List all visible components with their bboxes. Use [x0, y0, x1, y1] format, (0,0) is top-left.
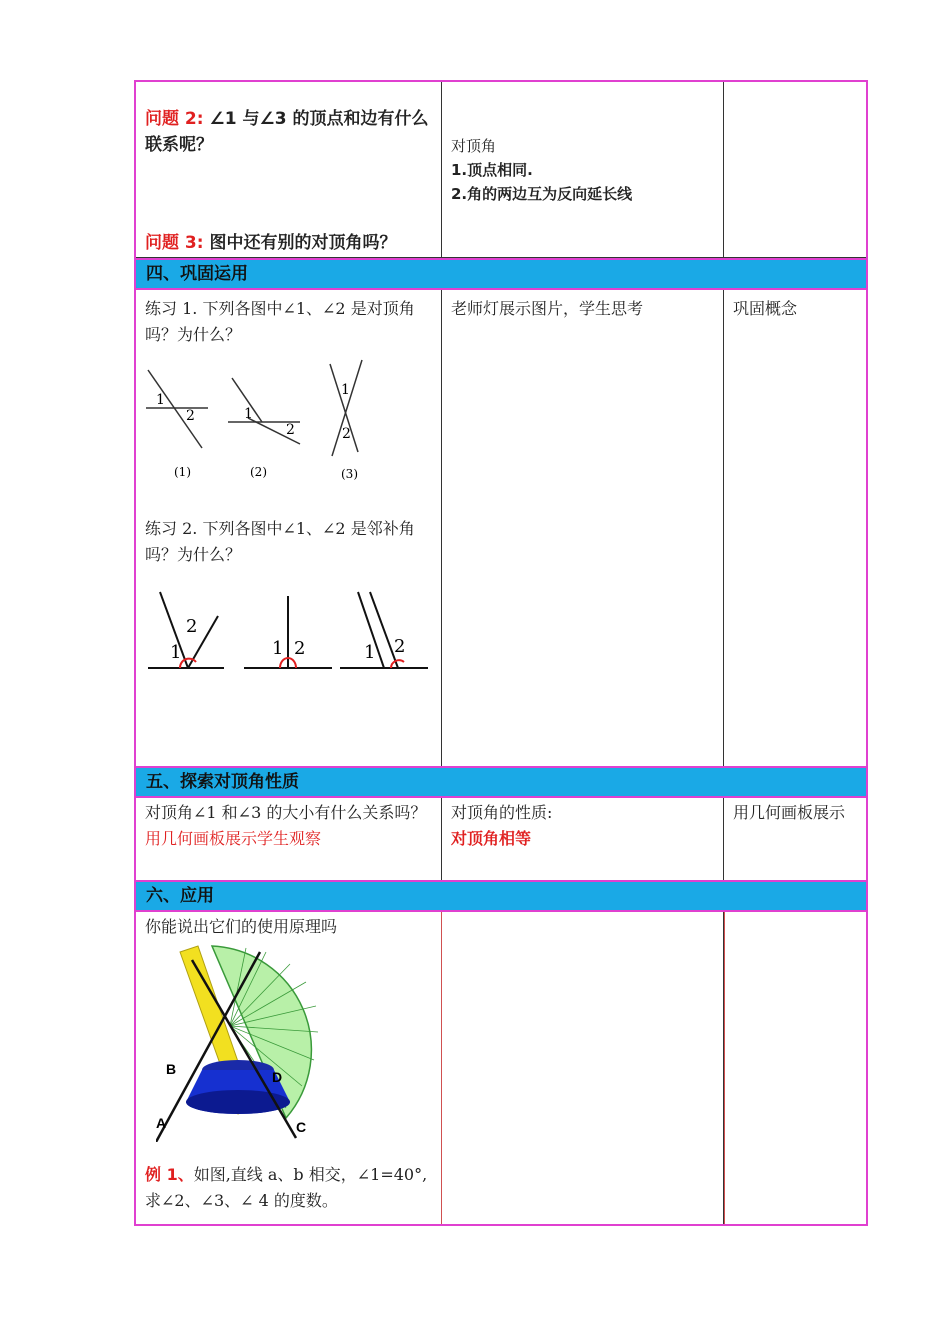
question-row [136, 82, 866, 258]
svg-text:2: 2 [342, 426, 351, 442]
question-3-label: 问题 3: [145, 233, 204, 253]
example-1-text: 如图,直线 a、b 相交，∠1=40°,求∠2、∠3、∠ 4 的度数。 [145, 1165, 428, 1210]
vertical-angle-figures [136, 352, 436, 482]
property-question: 对顶角∠1 和∠3 的大小有什么关系吗？ [145, 803, 427, 822]
svg-text:1: 1 [244, 406, 253, 422]
property-label: 对顶角的性质: [451, 803, 553, 822]
application-teacher-cell [442, 912, 724, 1224]
question-2-text: ∠1 与∠3 的顶点和边有什么联系呢？ [145, 109, 429, 155]
figure-2-label: (2) [250, 465, 267, 479]
supplementary-angle-figures [136, 586, 436, 696]
section-6-row [136, 912, 866, 1224]
question-cell [136, 82, 442, 257]
answer-cell [442, 82, 724, 257]
section-5-row [136, 798, 866, 880]
figure-1 [146, 370, 208, 479]
figure-3 [330, 360, 362, 481]
svg-text:2: 2 [186, 616, 198, 637]
point-label-c: C [296, 1119, 307, 1135]
point-label-a: A [156, 1115, 167, 1131]
purpose-cell [724, 290, 866, 766]
application-notes-cell [724, 912, 866, 1224]
example-1-label: 例 1、 [145, 1165, 194, 1184]
answer-line-1: 1.顶点相同. [451, 161, 533, 179]
svg-text:1: 1 [170, 642, 182, 663]
svg-text:1: 1 [341, 382, 350, 398]
purpose-text: 巩固概念 [733, 299, 798, 318]
property-question-red: 用几何画板展示学生观察 [145, 829, 322, 848]
protractor-illustration [156, 942, 356, 1142]
svg-text:1: 1 [272, 638, 284, 659]
section-6-header: 六、应用 [136, 880, 866, 912]
method-cell [724, 798, 866, 880]
figure-a [148, 592, 224, 668]
section-4-header: 四、巩固运用 [136, 258, 866, 290]
application-cell [136, 912, 442, 1224]
property-text: 对顶角相等 [451, 829, 532, 848]
point-label-b: B [166, 1061, 177, 1077]
application-question: 你能说出它们的使用原理吗 [145, 917, 338, 936]
example-1 [145, 1162, 432, 1214]
question-3-text: 图中还有别的对顶角吗？ [203, 233, 397, 253]
svg-text:2: 2 [186, 408, 195, 424]
figure-c [340, 592, 428, 668]
figure-b [244, 596, 332, 668]
answer-line-2: 2.角的两边互为反向延长线 [451, 185, 633, 203]
method-text: 用几何画板展示 [733, 803, 846, 822]
exercise-cell [136, 290, 442, 766]
question-2-label: 问题 2: [145, 109, 204, 129]
svg-text:2: 2 [294, 638, 306, 659]
answer-title: 对顶角 [451, 137, 497, 155]
section-5-header: 五、探索对顶角性质 [136, 766, 866, 798]
lesson-table [134, 80, 868, 1226]
svg-text:2: 2 [394, 636, 406, 657]
teacher-activity: 老师灯展示图片，学生思考 [451, 299, 644, 318]
point-label-d: D [272, 1069, 283, 1085]
figure-3-label: (3) [341, 467, 358, 481]
exercise-2-text: 练习 2. 下列各图中∠1、∠2 是邻补角吗？为什么？ [145, 519, 415, 564]
property-question-cell [136, 798, 442, 880]
figure-2 [228, 378, 300, 479]
exercise-1-text: 练习 1. 下列各图中∠1、∠2 是对顶角吗？为什么？ [145, 299, 415, 344]
svg-text:1: 1 [156, 392, 165, 408]
notes-cell [724, 82, 866, 257]
property-cell [442, 798, 724, 880]
svg-text:1: 1 [364, 642, 376, 663]
teacher-cell [442, 290, 724, 766]
section-4-row [136, 290, 866, 766]
svg-text:2: 2 [286, 422, 295, 438]
figure-1-label: (1) [174, 465, 191, 479]
